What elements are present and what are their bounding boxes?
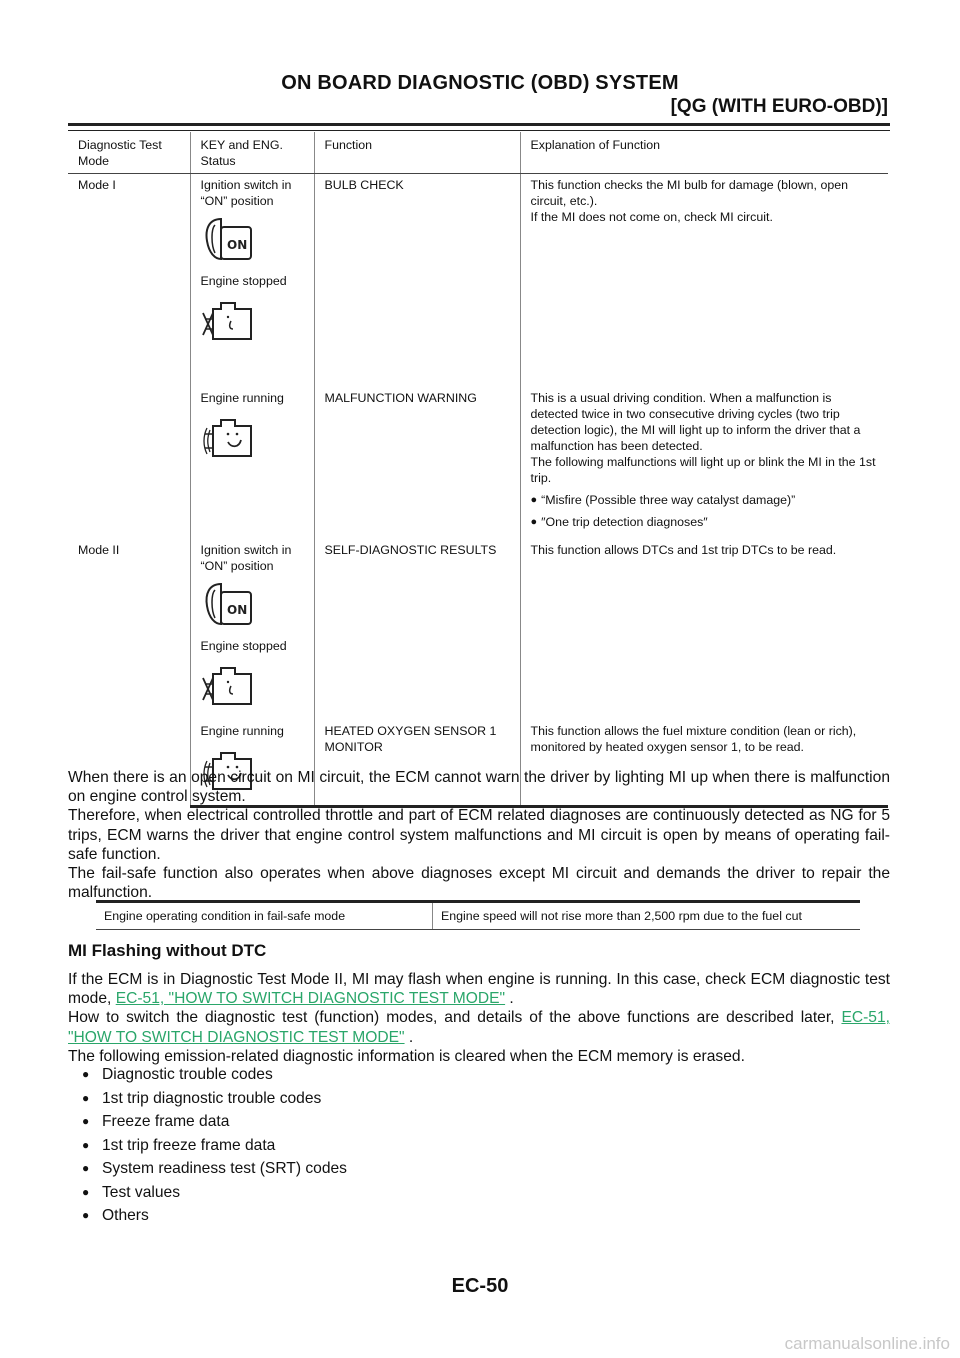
explanation-cell <box>520 387 888 539</box>
function-cell: MALFUNCTION WARNING <box>314 387 520 539</box>
function-cell: BULB CHECK <box>314 174 520 387</box>
svg-text:ON: ON <box>226 602 247 617</box>
list-item-text: Freeze frame data <box>102 1113 230 1130</box>
status-text: Ignition switch in “ON” position <box>200 542 292 573</box>
paragraph-text: How to switch the diagnostic test (function) modes, and details of the above functions are described later, <box>68 1009 842 1027</box>
status-cell <box>190 387 314 539</box>
table-row <box>68 174 888 387</box>
bullet-text: ″One trip detection diagnoses″ <box>541 514 708 529</box>
explanation-cell: This function checks the MI bulb for damage (blown, open circuit, etc.). If the MI does not come on, check MI circuit. <box>520 174 888 387</box>
bullet-icon: ● <box>82 1184 90 1199</box>
status-text: Engine running <box>200 390 284 405</box>
failsafe-table <box>96 900 860 930</box>
paragraph <box>68 970 890 1008</box>
paragraph-text: If the ECM is in Diagnostic Test Mode II, MI may flash when engine is running. In this case, check ECM diagnostic test mode, <box>68 971 890 1008</box>
ec51-link[interactable]: EC-51, "HOW TO SWITCH DIAGNOSTIC TEST MODE" <box>115 990 506 1008</box>
header-rule-thin <box>68 130 890 131</box>
status-cell <box>190 174 314 387</box>
paragraph: Therefore, when electrical controlled throttle and part of ECM related diagnoses are continuously detected as NG for 5 trips, ECM warns the driver that engine control system malfunctions and MI circuit is open by means of operating fail-safe function. <box>68 807 890 863</box>
function-cell: SELF-DIAGNOSTIC RESULTS <box>314 539 520 720</box>
bullet-icon: ● <box>82 1114 90 1128</box>
list-item <box>82 1063 347 1087</box>
ignition-key-on-icon <box>201 580 306 634</box>
explanation-cell: This function allows the fuel mixture condition (lean or rich), monitored by heated oxygen sensor 1, to be read. <box>520 720 888 807</box>
table-row <box>68 387 888 539</box>
mode-cell <box>68 174 190 539</box>
watermark: carmanualsonline.info <box>784 1334 950 1353</box>
bullet-icon: ● <box>82 1208 90 1222</box>
list-item <box>531 492 881 508</box>
page-number: EC-50 <box>451 1275 509 1297</box>
ignition-key-on-icon <box>201 215 306 269</box>
list-item <box>531 514 881 530</box>
list-item <box>82 1134 347 1158</box>
page-subtitle: [QG (WITH EURO-OBD)] <box>670 96 888 117</box>
paragraph: The fail-safe function also operates when above diagnoses except MI circuit and demands the driver to repair the malfunction. <box>68 865 890 902</box>
mode-label: Mode I <box>78 178 116 192</box>
failsafe-result: Engine speed will not rise more than 2,500 rpm due to the fuel cut <box>433 902 861 930</box>
cleared-info-list <box>82 1063 347 1228</box>
list-item-text: Test values <box>102 1183 181 1201</box>
status-text: Engine running <box>200 723 284 738</box>
list-item <box>82 1087 347 1111</box>
table-row <box>68 539 888 720</box>
column-header-status: KEY and ENG. Status <box>190 132 314 174</box>
section-heading: MI Flashing without DTC <box>68 941 267 960</box>
column-header-function: Function <box>314 132 520 174</box>
bullet-icon: ● <box>530 493 538 506</box>
header-rule <box>68 123 890 126</box>
mode-label: Mode II <box>78 542 120 557</box>
explanation-cell: This function allows DTCs and 1st trip DTCs to be read. <box>520 539 888 720</box>
bullet-icon: ● <box>530 515 538 528</box>
table-header-row <box>68 132 888 174</box>
function-cell: HEATED OXYGEN SENSOR 1 MONITOR <box>314 720 520 807</box>
engine-stopped-icon <box>201 295 306 347</box>
engine-stopped-icon <box>201 660 306 712</box>
column-header-mode: Diagnostic Test Mode <box>68 132 190 174</box>
paragraph <box>68 1008 890 1046</box>
section-text <box>68 970 890 1066</box>
bullet-text: “Misfire (Possible three way catalyst damage)” <box>541 492 796 507</box>
table-row <box>96 902 860 930</box>
paragraph: When there is an open circuit on MI circuit, the ECM cannot warn the driver by lighting MI up when there is malfunction on engine control system. <box>68 769 890 806</box>
bullet-icon: ● <box>82 1161 90 1175</box>
list-item <box>82 1204 347 1228</box>
paragraph: The following emission-related diagnostic information is cleared when the ECM memory is erased. <box>68 1047 745 1065</box>
status-cell <box>190 539 314 720</box>
body-text <box>68 768 890 902</box>
mode-cell <box>68 539 190 807</box>
ec51-link[interactable]: EC-51, "HOW TO SWITCH DIAGNOSTIC TEST MODE" <box>68 1009 890 1046</box>
list-item <box>82 1110 347 1134</box>
list-item-text: 1st trip diagnostic trouble codes <box>102 1089 322 1107</box>
list-item-text: System readiness test (SRT) codes <box>102 1160 347 1177</box>
svg-text:ON: ON <box>226 238 247 252</box>
explanation-text: This is a usual driving condition. When a malfunction is detected twice in two consecutive driving cycles (two trip detection logic), the MI will light up to inform the driver that a malfunction has been detected. The following malfunctions will light up or blink the MI in the 1st trip. <box>530 390 876 485</box>
list-item <box>82 1181 347 1205</box>
bullet-icon: ● <box>82 1067 90 1081</box>
page-title: ON BOARD DIAGNOSTIC (OBD) SYSTEM <box>281 72 679 94</box>
list-item-text: Diagnostic trouble codes <box>102 1066 273 1083</box>
status-text: Ignition switch in “ON” position <box>200 178 292 208</box>
list-item-text: Others <box>102 1207 149 1224</box>
list-item-text: 1st trip freeze frame data <box>102 1136 276 1154</box>
bullet-icon: ● <box>82 1137 90 1152</box>
column-header-explanation: Explanation of Function <box>520 132 888 174</box>
status-text: Engine stopped <box>200 638 287 653</box>
paragraph-text: . <box>404 1028 414 1046</box>
diagnostic-mode-table <box>68 132 888 808</box>
status-text: Engine stopped <box>200 274 287 288</box>
engine-running-icon <box>201 412 306 464</box>
paragraph-text: . <box>505 990 514 1008</box>
bullet-icon: ● <box>82 1090 90 1105</box>
list-item <box>82 1157 347 1181</box>
failsafe-condition: Engine operating condition in fail-safe mode <box>96 902 433 930</box>
